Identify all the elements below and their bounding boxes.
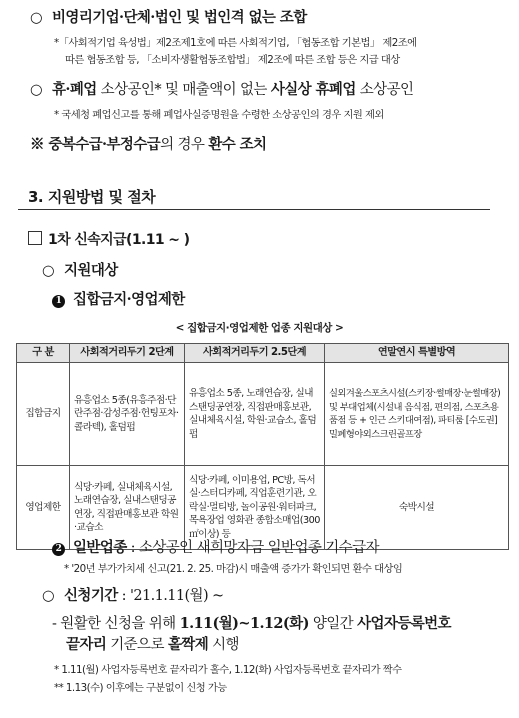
restriction-table [16,343,509,550]
header-level-2-5: 사회적거리두기 2.5단계 [185,344,325,363]
detail-c: 양일간 [308,616,358,632]
section-heading [18,183,490,210]
detail-a: - 원활한 신청을 위해 [52,616,180,632]
number-2-icon: 2 [52,543,65,556]
recovery-action: 환수 조치 [208,136,267,153]
application-period-line: ○ 신청기간 : '21.1.11(월) ~ [42,587,224,604]
duplicate-warning [30,135,266,155]
number-1-icon: 1 [52,295,65,308]
vat-note: * '20년 부가가치세 신고(21. 2. 25. 마감)시 매출액 증가가 확인되면 환수 대상임 [64,563,403,575]
first-payment-title [28,230,189,250]
application-period-label: 신청기간 [64,587,118,604]
table-cell: 실외겨울스포츠시설(스키장·썰매장·눈썰매장) 및 부대업체(시설내 음식점, 편의점, 스포츠용품점 등 + 인근 스키대여점), 파티룸 [수도권]밀폐형야외스크린골프장 [325,363,509,466]
closed-smallbiz-2: 소상공인 [355,82,414,98]
after-date-note: ** 1.13(수) 이후에는 구분없이 신청 가능 [54,682,227,694]
heading-underline [280,209,490,210]
table-caption: < 집합금지·영업제한 업종 지원대상 > [175,322,344,334]
application-period-value: : '21.1.11(월) ~ [117,588,224,604]
support-target-line: ○ 지원대상 [42,262,118,279]
table-cell: 숙박시설 [325,466,509,550]
general-industry-label: 일반업종 [73,539,127,556]
row-label: 집합금지 [17,363,70,466]
closed-and-revenue: * 및 매출액이 없는 [154,82,271,98]
table-cell: 유흥업소 5종, 노래연습장, 실내스탠딩공연장, 직접판매홍보관, 실내체육시설, 학원·교습소, 홀덤펍 [185,363,325,466]
duplicate-label: ※ 중복수급·부정수급 [30,136,161,153]
table-row [17,466,509,550]
nonprofit-text: 비영리기업·단체·법인 및 법인격 없는 조합 [52,9,307,26]
header-year-end: 연말연시 특별방역 [325,344,509,363]
table-header-row [17,344,509,363]
detail-last-digit: 끝자리 [66,636,107,653]
de-facto-closed: 사실상 휴폐업 [270,81,356,98]
checkbox-square-icon [28,231,42,245]
general-industry-text: : 소상공인 새희망자금 일반업종 기수급자 [126,540,379,556]
duplicate-mid: 의 경우 [160,137,209,153]
closed-business-line: ○ 휴·폐업 소상공인* 및 매출액이 없는 사실상 휴폐업 소상공인 [30,81,414,98]
closed-business-note: * 국세청 폐업신고를 통해 폐업사실증명원을 수령한 소상공인의 경우 지원 제외 [54,109,384,121]
header-level-2: 사회적거리두기 2단계 [70,344,185,363]
closed-smallbiz: 소상공인 [96,82,155,98]
nonprofit-note-2: 따른 협동조합 등, 「소비자생활협동조합법」 제2조에 따른 조합 등은 지급 대상 [65,54,400,66]
odd-even-line-1 [52,614,451,634]
detail-dates: 1.11(월)~1.12(화) [179,615,309,632]
table-cell: 식당·카페, 실내체육시설, 노래연습장, 실내스탠딩공연장, 직접판매홍보관 학원·교습소 [70,466,185,550]
detail-bizno: 사업자등록번호 [357,615,451,632]
item-1-text: 집합금지·영업제한 [73,291,185,308]
nonprofit-line: ○ 비영리기업·단체·법인 및 법인격 없는 조합 [30,9,307,26]
item-2-line [52,538,379,558]
table-row [17,363,509,466]
detail-h: 시행 [208,637,239,653]
detail-f: 기준으로 [106,637,168,653]
nonprofit-note-1: *「사회적기업 육성법」제2조제1호에 따른 사회적기업, 「협동조합 기본법」 제2조에 [54,37,417,49]
closed-label: 휴·폐업 [52,81,97,98]
odd-even-line-2 [66,635,239,655]
row-label: 영업제한 [17,466,70,550]
table-cell: 식당·카페, 이미용업, PC방, 독서실·스터디카페, 직업훈련기관, 오락실·멀티방, 놀이공원·워터파크, 목욕장업 영화관 종합소매업(300㎡이상) 등 [185,466,325,550]
first-payment-text: 1차 신속지급(1.11 ~ ) [48,232,190,248]
table-cell: 유흥업소 5종(유흥주점·단란주점·감성주점·헌팅포차·콜라텍), 홀덤펍 [70,363,185,466]
odd-even-note: * 1.11(월) 사업자등록번호 끝자리가 홀수, 1.12(화) 사업자등록번호 끝자리가 짝수 [54,664,402,676]
support-target-text: 지원대상 [64,262,118,279]
detail-odd-even: 홀짝제 [167,636,209,653]
section-heading-text: 3. 지원방법 및 절차 [28,188,156,206]
header-category: 구 분 [17,344,70,363]
item-1-line [52,290,185,310]
